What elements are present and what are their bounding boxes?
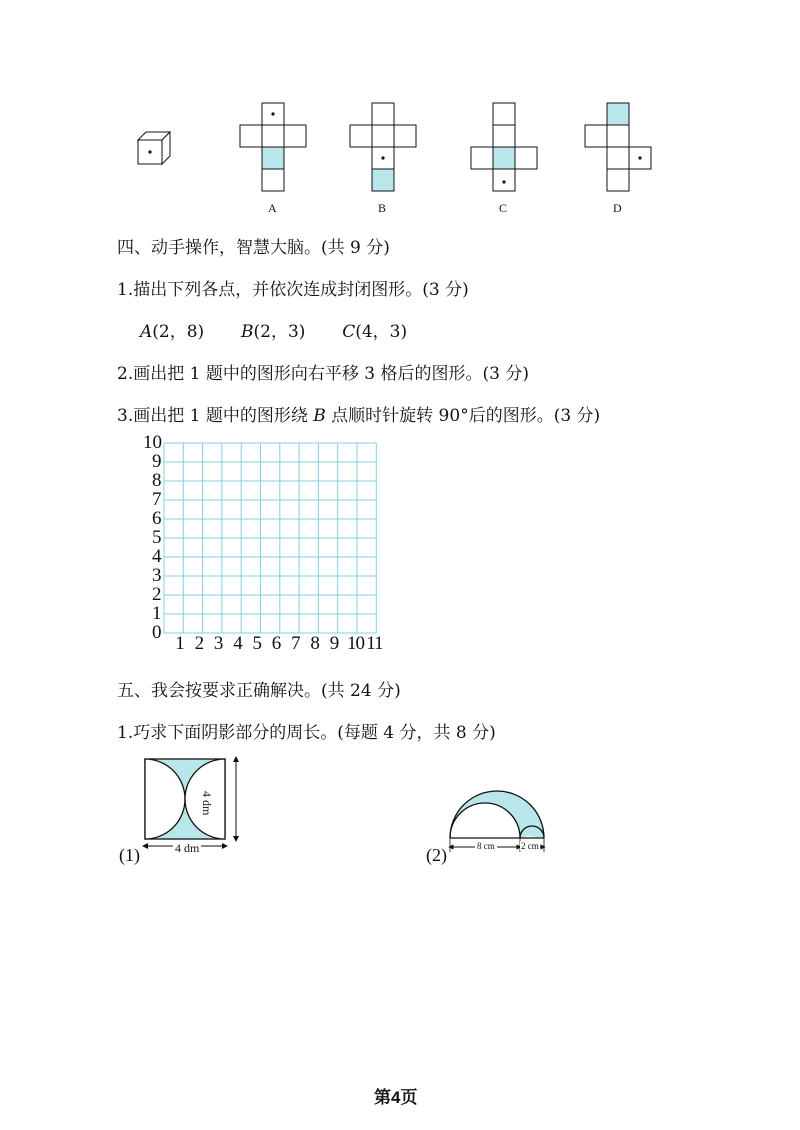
grid-x-label: 10: [347, 633, 364, 654]
coordinate-grid[interactable]: [164, 443, 379, 638]
grid-x-label: 1: [175, 633, 185, 654]
grid-y-label: 1: [152, 603, 162, 624]
figure-1-width-label: 4 dm: [175, 841, 200, 855]
grid-y-label: 5: [152, 527, 162, 548]
net-a-label[interactable]: A: [268, 201, 277, 215]
cube-figure: [138, 132, 178, 172]
point-a-coords: (2，8): [152, 322, 205, 342]
point-b-coords: (2，3): [253, 322, 306, 342]
figure-1-square: [140, 754, 250, 854]
grid-y-label: 6: [152, 508, 162, 529]
grid-y-label: 8: [152, 470, 162, 491]
figure-2-label: (2): [426, 845, 447, 865]
net-d: [585, 103, 655, 193]
point-b-letter: B: [241, 322, 254, 342]
section5-title: 五、我会按要求正确解决。(共 24 分): [117, 681, 401, 701]
grid-x-label: 8: [310, 633, 320, 654]
net-a: [240, 103, 310, 193]
net-b-label[interactable]: B: [378, 201, 387, 215]
net-c-label[interactable]: C: [499, 201, 508, 215]
net-d-label[interactable]: D: [613, 201, 622, 215]
grid-x-label: 7: [291, 633, 301, 654]
grid-x-label: 6: [271, 633, 282, 654]
grid-x-label: 3: [213, 633, 224, 654]
section4-q3: [117, 401, 600, 426]
page-number: 第4页: [374, 1088, 418, 1107]
net-b: [350, 103, 420, 193]
grid-y-label: 9: [152, 451, 162, 472]
section4-q3-letter: B: [313, 406, 326, 426]
grid-y-label: 7: [152, 489, 162, 510]
grid-y-label: 3: [152, 565, 162, 586]
grid-y-label: 4: [152, 546, 162, 567]
section4-q1: 1.描出下列各点，并依次连成封闭图形。(3 分): [117, 280, 469, 300]
grid-x-label: 11: [366, 633, 383, 654]
grid-x-label: 9: [329, 633, 340, 654]
section4-q3-pre: 3.画出把 1 题中的图形绕: [117, 406, 314, 426]
grid-x-label: 4: [233, 633, 243, 654]
grid-x-label: 2: [194, 633, 205, 654]
grid-x-label: 5: [252, 633, 262, 654]
net-c: [471, 103, 541, 193]
grid-y-label: 0: [152, 622, 162, 643]
grid-y-label: 2: [152, 584, 162, 605]
section5-q1: 1.巧求下面阴影部分的周长。(每题 4 分，共 8 分): [117, 723, 496, 743]
figure-1-height-label: 4 dm: [200, 791, 214, 816]
point-c-letter: C: [342, 322, 356, 342]
point-list: [140, 317, 407, 342]
grid-y-label: 10: [143, 432, 162, 453]
section4-title: 四、动手操作，智慧大脑。(共 9 分): [117, 238, 390, 258]
point-c-coords: (4，3): [355, 322, 408, 342]
section4-q2: 2.画出把 1 题中的图形向右平移 3 格后的图形。(3 分): [117, 364, 529, 384]
point-a-letter: A: [140, 322, 153, 342]
figure-2-big-label: 8 cm: [477, 841, 495, 851]
figure-1-label: (1): [119, 845, 140, 865]
figure-2-small-label: 2 cm: [521, 841, 539, 851]
section4-q3-post: 点顺时针旋转 90°后的图形。(3 分): [325, 406, 601, 426]
